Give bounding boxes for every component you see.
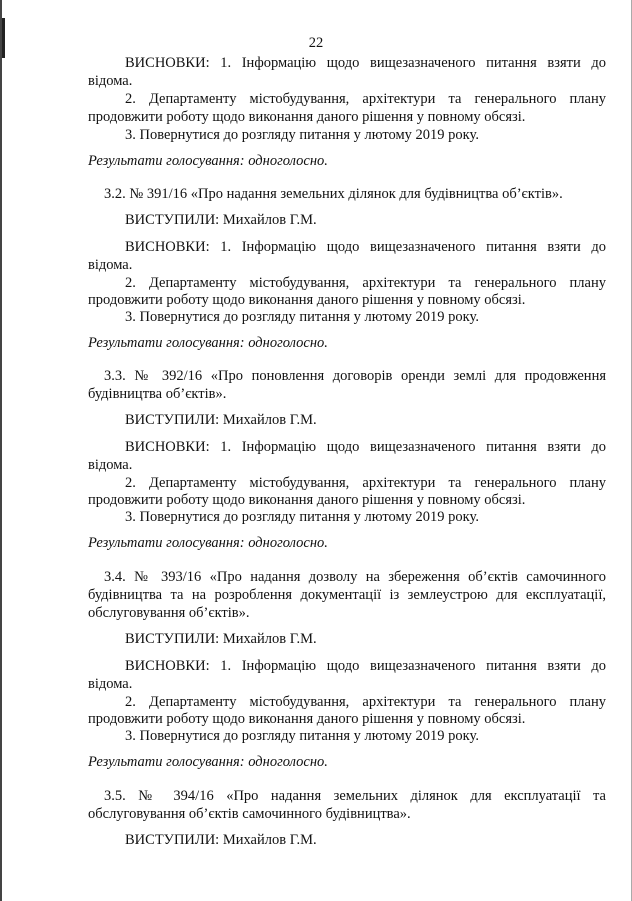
scan-edge-left xyxy=(0,0,2,901)
conclusion-line: продовжити роботу щодо виконання даного рішення у повному обсязі. xyxy=(88,292,526,308)
conclusion-line: 2. Департаменту містобудування, архітектури та генерального плану xyxy=(125,694,606,710)
voting-result: Результати голосування: одноголосно. xyxy=(88,754,328,770)
agenda-item-title: 3.5. № 394/16 «Про надання земельних ділянок для експлуатації та xyxy=(104,788,606,804)
agenda-item-title: будівництва та на розроблення документації із землеустрою для експлуатації, xyxy=(88,587,606,603)
agenda-item-title: обслуговування об’єктів». xyxy=(88,605,250,621)
conclusion-line: 3. Повернутися до розгляду питання у лютому 2019 року. xyxy=(125,509,479,525)
voting-result: Результати голосування: одноголосно. xyxy=(88,335,328,351)
agenda-item-title: обслуговування об’єктів самочинного будівництва». xyxy=(88,806,411,822)
conclusion-line: відома. xyxy=(88,257,133,273)
page-number: 22 xyxy=(308,35,324,51)
conclusion-line: продовжити роботу щодо виконання даного рішення у повному обсязі. xyxy=(88,109,526,125)
agenda-item-title: 3.2. № 391/16 «Про надання земельних ділянок для будівництва об’єктів». xyxy=(104,186,563,202)
conclusion-line: ВИСНОВКИ: 1. Інформацію щодо вищезазначеного питання взяти до xyxy=(125,658,606,674)
conclusion-line: відома. xyxy=(88,457,133,473)
agenda-item-title: 3.4. № 393/16 «Про надання дозволу на збереження об’єктів самочинного xyxy=(104,569,606,585)
voting-result: Результати голосування: одноголосно. xyxy=(88,153,328,169)
agenda-item-title: 3.3. № 392/16 «Про поновлення договорів оренди землі для продовження xyxy=(104,368,606,384)
conclusion-line: ВИСНОВКИ: 1. Інформацію щодо вищезазначеного питання взяти до xyxy=(125,239,606,255)
conclusion-line: продовжити роботу щодо виконання даного рішення у повному обсязі. xyxy=(88,711,526,727)
speaker-line: ВИСТУПИЛИ: Михайлов Г.М. xyxy=(125,832,317,848)
voting-result: Результати голосування: одноголосно. xyxy=(88,535,328,551)
conclusion-line: ВИСНОВКИ: 1. Інформацію щодо вищезазначеного питання взяти до xyxy=(125,55,606,71)
conclusion-line: 3. Повернутися до розгляду питання у лютому 2019 року. xyxy=(125,728,479,744)
conclusion-line: 2. Департаменту містобудування, архітектури та генерального плану xyxy=(125,91,606,107)
conclusion-line: продовжити роботу щодо виконання даного рішення у повному обсязі. xyxy=(88,492,526,508)
conclusion-line: відома. xyxy=(88,676,133,692)
conclusion-line: 3. Повернутися до розгляду питання у лютому 2019 року. xyxy=(125,127,479,143)
conclusion-line: відома. xyxy=(88,73,133,89)
conclusion-line: 2. Департаменту містобудування, архітектури та генерального плану xyxy=(125,275,606,291)
agenda-item-title: будівництва об’єктів». xyxy=(88,386,227,402)
conclusion-line: ВИСНОВКИ: 1. Інформацію щодо вищезазначеного питання взяти до xyxy=(125,439,606,455)
conclusion-line: 3. Повернутися до розгляду питання у лютому 2019 року. xyxy=(125,309,479,325)
speaker-line: ВИСТУПИЛИ: Михайлов Г.М. xyxy=(125,631,317,647)
speaker-line: ВИСТУПИЛИ: Михайлов Г.М. xyxy=(125,212,317,228)
speaker-line: ВИСТУПИЛИ: Михайлов Г.М. xyxy=(125,412,317,428)
conclusion-line: 2. Департаменту містобудування, архітектури та генерального плану xyxy=(125,475,606,491)
